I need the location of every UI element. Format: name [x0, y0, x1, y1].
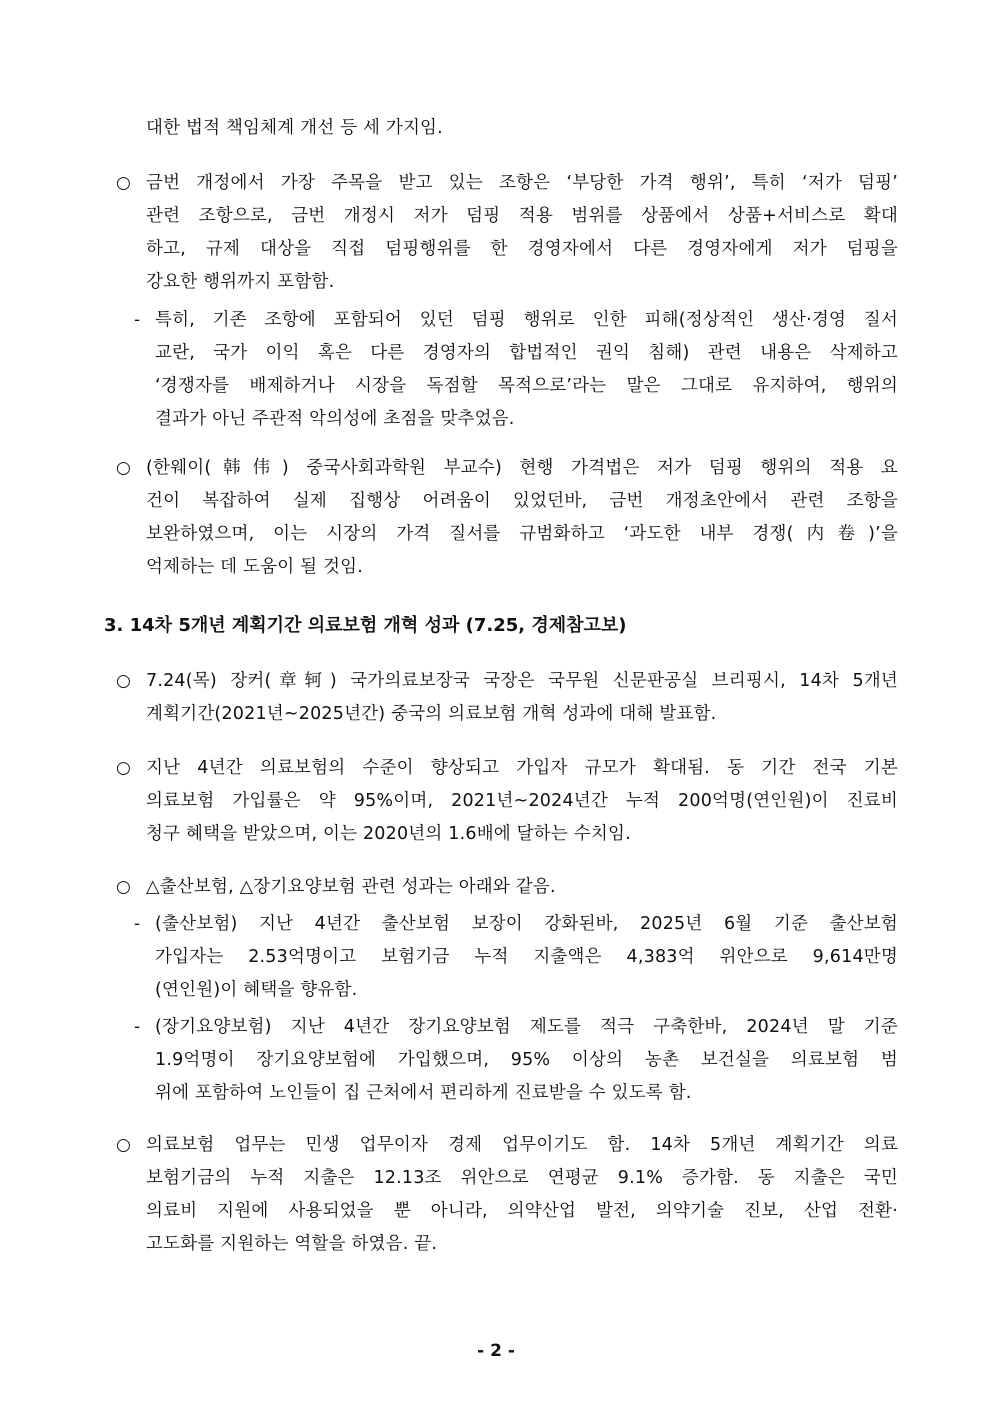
sub-bullet-line: 특히, 기존 조항에 포함되어 있던 덤핑 행위로 인한 피해(정상적인 생산·경영 질서: [155, 310, 898, 330]
dash-marker: -: [134, 914, 141, 934]
sub-bullet-line: 가입자는 2.53억명이고 보험기금 누적 지출액은 4,383억 위안으로 9,614만명: [155, 947, 898, 967]
bullet-marker: ○: [116, 173, 131, 193]
sub-bullet-line: (연인원)이 혜택을 향유함.: [155, 980, 358, 1000]
bullet-line: 보완하였으며, 이는 시장의 가격 질서를 규범화하고 ‘과도한 내부 경쟁(内卷)’을: [146, 524, 898, 544]
bullet-line: 억제하는 데 도움이 될 것임.: [146, 557, 363, 577]
dash-marker: -: [134, 1017, 141, 1037]
bullet-line: 관련 조항으로, 금번 개정시 저가 덤핑 적용 범위를 상품에서 상품+서비스로 확대: [146, 206, 898, 226]
bullet-line: 지난 4년간 의료보험의 수준이 향상되고 가입자 규모가 확대됨. 동 기간 전국 기본: [146, 758, 898, 778]
sub-bullet-line: (출산보험) 지난 4년간 출산보험 보장이 강화된바, 2025년 6월 기준 출산보험: [155, 914, 898, 934]
bullet-marker: ○: [116, 458, 131, 478]
bullet-line: 건이 복잡하여 실제 집행상 어려움이 있었던바, 금번 개정초안에서 관련 조항을: [146, 491, 898, 511]
page-number: - 2 -: [477, 1341, 515, 1361]
section-heading: 3. 14차 5개년 계획기간 의료보험 개혁 성과 (7.25, 경제참고보): [104, 615, 627, 636]
bullet-line: △출산보험, △장기요양보험 관련 성과는 아래와 같음.: [146, 877, 556, 897]
sub-bullet-line: 교란, 국가 이익 혹은 다른 경영자의 합법적인 권익 침해) 관련 내용은 삭제하고: [155, 343, 898, 363]
sub-bullet-line: (장기요양보험) 지난 4년간 장기요양보험 제도를 적극 구축한바, 2024년 말 기준: [155, 1017, 898, 1037]
bullet-line: 보험기금의 누적 지출은 12.13조 위안으로 연평균 9.1% 증가함. 동 지출은 국민: [146, 1168, 898, 1188]
bullet-line: 고도화를 지원하는 역할을 하였음. 끝.: [146, 1234, 438, 1254]
bullet-marker: ○: [116, 877, 131, 897]
paragraph-continuation: 대한 법적 책임체계 개선 등 세 가지임.: [146, 118, 443, 138]
dash-marker: -: [134, 310, 141, 330]
bullet-marker: ○: [116, 1135, 131, 1155]
bullet-marker: ○: [116, 758, 131, 778]
bullet-line: 의료보험 업무는 민생 업무이자 경제 업무이기도 함. 14차 5개년 계획기간 의료: [146, 1135, 898, 1155]
bullet-line: 계획기간(2021년~2025년간) 중국의 의료보험 개혁 성과에 대해 발표함.: [146, 704, 717, 724]
bullet-line: 금번 개정에서 가장 주목을 받고 있는 조항은 ‘부당한 가격 행위’, 특히 ‘저가 덤핑’: [146, 173, 898, 193]
sub-bullet-line: ‘경쟁자를 배제하거나 시장을 독점할 목적으로’라는 말은 그대로 유지하여, 행위의: [155, 376, 898, 396]
bullet-marker: ○: [116, 671, 131, 691]
bullet-line: 하고, 규제 대상을 직접 덤핑행위를 한 경영자에서 다른 경영자에게 저가 덤핑을: [146, 239, 898, 259]
bullet-line: 의료비 지원에 사용되었을 뿐 아니라, 의약산업 발전, 의약기술 진보, 산업 전환·: [146, 1201, 898, 1221]
sub-bullet-line: 위에 포함하여 노인들이 집 근처에서 편리하게 진료받을 수 있도록 함.: [155, 1083, 692, 1103]
sub-bullet-line: 1.9억명이 장기요양보험에 가입했으며, 95% 이상의 농촌 보건실을 의료보험 범: [155, 1050, 898, 1070]
bullet-line: 7.24(목) 장커(章轲) 국가의료보장국 국장은 국무원 신문판공실 브리핑시, 14차 5개년: [146, 671, 898, 691]
bullet-line: 청구 혜택을 받았으며, 이는 2020년의 1.6배에 달하는 수치임.: [146, 824, 631, 844]
bullet-line: (한웨이(韩伟) 중국사회과학원 부교수) 현행 가격법은 저가 덤핑 행위의 적용 요: [146, 458, 898, 478]
bullet-line: 의료보험 가입률은 약 95%이며, 2021년~2024년간 누적 200억명(연인원)이 진료비: [146, 791, 898, 811]
sub-bullet-line: 결과가 아닌 주관적 악의성에 초점을 맞추었음.: [155, 409, 515, 429]
bullet-line: 강요한 행위까지 포함함.: [146, 272, 335, 292]
